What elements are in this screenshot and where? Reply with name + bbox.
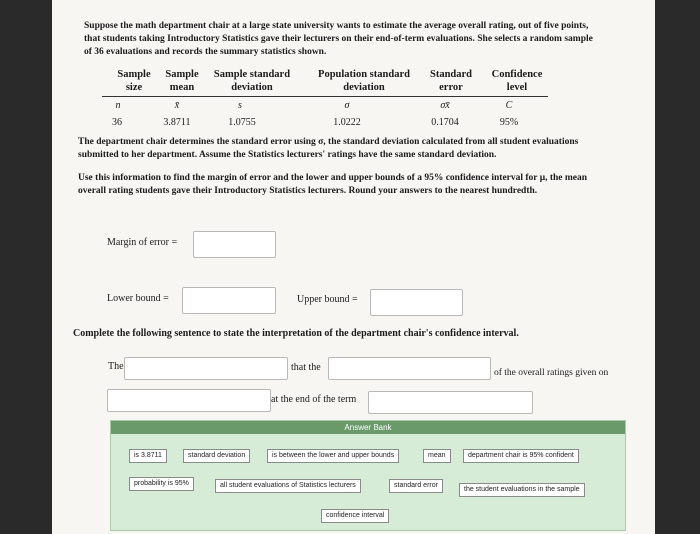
lower-bound-input[interactable] (182, 287, 276, 314)
problem-page (52, 0, 655, 534)
symbol-xbar: x̄ (174, 100, 180, 111)
header-text: Sample (165, 69, 199, 80)
header-text: Sample (117, 69, 151, 80)
value-sample-sd: 1.0755 (228, 117, 256, 128)
symbol-c: C (505, 100, 513, 111)
intro-line-3: of 36 evaluations and records the summary statistics shown. (84, 47, 327, 57)
header-confidence-level (476, 68, 558, 94)
chip-is-3-8711[interactable]: is 3.8711 (129, 449, 167, 463)
answer-bank-title: Answer Bank (111, 421, 625, 434)
header-text: Population standard (318, 69, 410, 80)
value-sample-mean: 3.8711 (163, 117, 191, 128)
margin-of-error-input[interactable] (193, 231, 276, 258)
symbol-sigma-xbar: σx̄ (440, 100, 450, 111)
sentence-of-overall-ratings: of the overall ratings given on (494, 368, 609, 378)
para3-line-1: Use this information to find the margin of error and the lower and upper bounds of a 95% confidence interval for μ, the mean (78, 173, 588, 183)
symbol-n: n (115, 100, 121, 111)
symbol-sigma: σ (344, 100, 350, 111)
answer-bank (110, 420, 626, 531)
chip-chair-95-confident[interactable]: department chair is 95% confident (463, 449, 579, 463)
chip-confidence-interval[interactable]: confidence interval (321, 509, 389, 523)
header-population-sd (306, 68, 422, 94)
value-confidence-level: 95% (499, 117, 519, 128)
header-text: Standard (429, 69, 472, 80)
intro-line-1: Suppose the math department chair at a large state university wants to estimate the average overall rating, out of five points, (84, 21, 589, 31)
chip-student-evaluations-sample[interactable]: the student evaluations in the sample (459, 483, 585, 497)
header-text: deviation (343, 82, 385, 93)
sentence-blank-2[interactable] (328, 357, 491, 380)
chip-between-bounds[interactable]: is between the lower and upper bounds (267, 449, 399, 463)
symbol-s: s (238, 100, 242, 111)
para2-line-1: The department chair determines the standard error using σ, the standard deviation calculated from all student evaluations (78, 137, 579, 147)
header-sample-sd (202, 68, 302, 94)
sentence-blank-4[interactable] (368, 391, 533, 414)
sentence-end-of-term: at the end of the term (271, 394, 357, 405)
header-text: mean (169, 82, 195, 93)
header-text: size (125, 82, 143, 93)
header-text: error (439, 82, 463, 93)
chip-standard-error[interactable]: standard error (389, 479, 443, 493)
para2-line-2: submitted to her department. Assume the Statistics lecturers' ratings have the same standard deviation. (78, 150, 497, 160)
header-text: Confidence (491, 69, 543, 80)
upper-bound-label: Upper bound = (297, 294, 358, 305)
upper-bound-input[interactable] (370, 289, 463, 316)
margin-of-error-label: Margin of error = (107, 237, 178, 248)
header-text: deviation (231, 82, 273, 93)
chip-mean[interactable]: mean (423, 449, 451, 463)
value-sample-size: 36 (112, 117, 122, 128)
table-rule (102, 96, 548, 97)
sentence-the: The (108, 361, 124, 372)
header-text: level (506, 82, 528, 93)
sentence-that-the: that the (291, 362, 321, 373)
chip-standard-deviation[interactable]: standard deviation (183, 449, 250, 463)
sentence-blank-3[interactable] (107, 389, 271, 412)
intro-line-2: that students taking Introductory Statistics gave their lecturers on their end-of-term evaluations. She selects a random sample (84, 34, 593, 44)
sentence-instruction: Complete the following sentence to state the interpretation of the department chair's confidence interval. (73, 328, 519, 339)
header-text: Sample standard (213, 69, 291, 80)
chip-all-student-evaluations[interactable]: all student evaluations of Statistics lecturers (215, 479, 361, 493)
para3-line-2: overall rating students gave their Introductory Statistics lecturers. Round your answers to the nearest hundredth. (78, 186, 538, 196)
chip-probability-95[interactable]: probability is 95% (129, 477, 194, 491)
value-standard-error: 0.1704 (431, 117, 459, 128)
sentence-blank-1[interactable] (124, 357, 288, 380)
value-population-sd: 1.0222 (333, 117, 361, 128)
lower-bound-label: Lower bound = (107, 293, 169, 304)
